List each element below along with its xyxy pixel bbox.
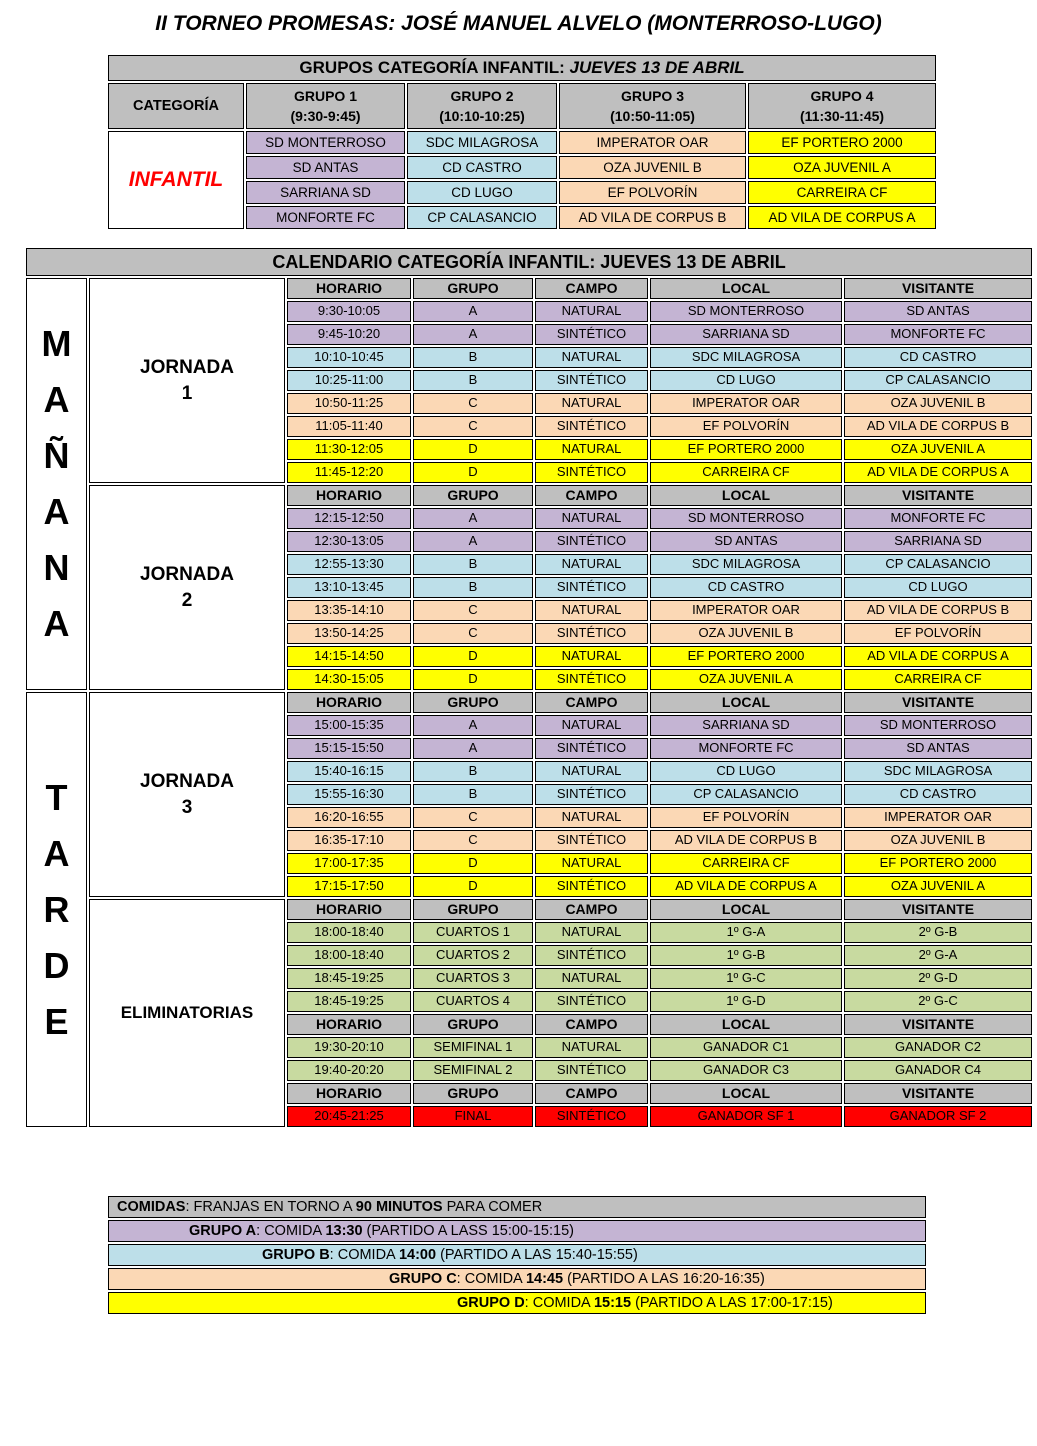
page — [0, 12, 1037, 1316]
away-team-cell: SD ANTAS — [844, 738, 1032, 759]
away-team-cell: 2º G-C — [844, 991, 1032, 1012]
away-team-cell: OZA JUVENIL B — [844, 393, 1032, 414]
column-header: HORARIO — [287, 899, 411, 920]
meal-note-segment: : COMIDA — [256, 1222, 326, 1239]
team-cell: EF POLVORÍN — [559, 181, 746, 204]
column-header: GRUPO — [413, 485, 533, 506]
away-team-cell: CD CASTRO — [844, 784, 1032, 805]
period-letter: N — [43, 547, 70, 588]
home-team-cell: CD LUGO — [650, 370, 842, 391]
away-team-cell: MONFORTE FC — [844, 324, 1032, 345]
time-cell: 16:20-16:55 — [287, 807, 411, 828]
meal-note-bold-segment: GRUPO A — [189, 1222, 257, 1239]
home-team-cell: CD CASTRO — [650, 577, 842, 598]
meal-note-bold-segment: 14:00 — [398, 1246, 437, 1263]
group-cell: SEMIFINAL 1 — [413, 1037, 533, 1058]
time-cell: 11:30-12:05 — [287, 439, 411, 460]
column-header: HORARIO — [287, 485, 411, 506]
away-team-cell: 2º G-A — [844, 945, 1032, 966]
field-cell: SINTÉTICO — [535, 1106, 648, 1127]
home-team-cell: CP CALASANCIO — [650, 784, 842, 805]
calendar-title-row — [26, 248, 1032, 276]
column-header: LOCAL — [650, 485, 842, 506]
field-cell: NATURAL — [535, 646, 648, 667]
home-team-cell: AD VILA DE CORPUS A — [650, 876, 842, 897]
column-header: CAMPO — [535, 1014, 648, 1035]
away-team-cell: AD VILA DE CORPUS A — [844, 646, 1032, 667]
field-cell: NATURAL — [535, 968, 648, 989]
section-label-number: 3 — [181, 796, 193, 818]
field-cell: NATURAL — [535, 715, 648, 736]
column-header: HORARIO — [287, 1014, 411, 1035]
column-header: LOCAL — [650, 692, 842, 713]
period-letter: A — [43, 491, 70, 532]
time-cell: 13:10-13:45 — [287, 577, 411, 598]
time-cell: 18:45-19:25 — [287, 991, 411, 1012]
home-team-cell: IMPERATOR OAR — [650, 393, 842, 414]
time-cell: 20:45-21:25 — [287, 1106, 411, 1127]
group-cell: A — [413, 738, 533, 759]
category-value: INFANTIL — [108, 131, 244, 229]
time-cell: 10:50-11:25 — [287, 393, 411, 414]
team-cell: CD LUGO — [407, 181, 557, 204]
group-cell: CUARTOS 2 — [413, 945, 533, 966]
time-cell: 13:35-14:10 — [287, 600, 411, 621]
page-title: II TORNEO PROMESAS: JOSÉ MANUEL ALVELO (MONTERROSO-LUGO) — [155, 12, 882, 35]
field-cell: NATURAL — [535, 922, 648, 943]
group-3-header — [559, 83, 746, 129]
time-cell: 18:00-18:40 — [287, 945, 411, 966]
section-label — [89, 485, 285, 690]
group-2-header — [407, 83, 557, 129]
group-cell: C — [413, 623, 533, 644]
time-cell: 19:40-20:20 — [287, 1060, 411, 1081]
meal-note — [108, 1268, 926, 1290]
group-1-time: (9:30-9:45) — [290, 108, 361, 124]
team-cell: CD CASTRO — [407, 156, 557, 179]
meal-note-segment: (PARTIDO A LAS 15:40-15:55) — [436, 1246, 638, 1263]
field-cell: NATURAL — [535, 807, 648, 828]
period-vertical-text — [27, 279, 86, 689]
period-label-mañana — [26, 278, 87, 690]
period-letter: Ñ — [43, 435, 70, 476]
group-cell: CUARTOS 4 — [413, 991, 533, 1012]
meal-row — [108, 1196, 926, 1218]
column-header: LOCAL — [650, 899, 842, 920]
column-header: GRUPO — [413, 278, 533, 299]
column-header: GRUPO — [413, 692, 533, 713]
groups-table — [106, 53, 938, 231]
period-letter: A — [43, 379, 70, 420]
group-cell: C — [413, 393, 533, 414]
home-team-cell: MONFORTE FC — [650, 738, 842, 759]
groups-table-title — [108, 55, 936, 81]
meal-note-segment: : FRANJAS EN TORNO A — [185, 1198, 356, 1215]
away-team-cell: IMPERATOR OAR — [844, 807, 1032, 828]
field-cell: SINTÉTICO — [535, 945, 648, 966]
field-cell: NATURAL — [535, 508, 648, 529]
meals-body — [108, 1196, 926, 1314]
category-column-header: CATEGORÍA — [108, 83, 244, 129]
away-team-cell: AD VILA DE CORPUS B — [844, 600, 1032, 621]
group-1-name: GRUPO 1 — [293, 87, 357, 104]
field-cell: NATURAL — [535, 600, 648, 621]
time-cell: 12:15-12:50 — [287, 508, 411, 529]
away-team-cell: SDC MILAGROSA — [844, 761, 1032, 782]
group-cell: B — [413, 554, 533, 575]
away-team-cell: MONFORTE FC — [844, 508, 1032, 529]
column-header: VISITANTE — [844, 1014, 1032, 1035]
group-cell: B — [413, 761, 533, 782]
away-team-cell: OZA JUVENIL A — [844, 439, 1032, 460]
away-team-cell: SD ANTAS — [844, 301, 1032, 322]
field-cell: SINTÉTICO — [535, 876, 648, 897]
column-header: CAMPO — [535, 485, 648, 506]
meal-note-bold-segment: 13:30 — [325, 1222, 363, 1239]
field-cell: SINTÉTICO — [535, 577, 648, 598]
column-header: VISITANTE — [844, 899, 1032, 920]
meal-row — [108, 1268, 926, 1290]
group-cell: D — [413, 462, 533, 483]
time-cell: 11:45-12:20 — [287, 462, 411, 483]
group-cell: CUARTOS 1 — [413, 922, 533, 943]
meal-note — [108, 1196, 926, 1218]
meals-table — [106, 1194, 928, 1316]
field-cell: SINTÉTICO — [535, 324, 648, 345]
calendar-header-row — [26, 278, 1032, 299]
home-team-cell: 1º G-B — [650, 945, 842, 966]
away-team-cell: CP CALASANCIO — [844, 554, 1032, 575]
away-team-cell: CARREIRA CF — [844, 669, 1032, 690]
period-label-tarde — [26, 692, 87, 1127]
column-header: VISITANTE — [844, 692, 1032, 713]
group-cell: D — [413, 439, 533, 460]
home-team-cell: CARREIRA CF — [650, 462, 842, 483]
field-cell: NATURAL — [535, 347, 648, 368]
time-cell: 10:10-10:45 — [287, 347, 411, 368]
calendar-body — [26, 248, 1032, 1127]
home-team-cell: CD LUGO — [650, 761, 842, 782]
group-1-header — [246, 83, 405, 129]
meal-note-bold-segment: 15:15 — [593, 1294, 632, 1311]
meal-note-segment: (PARTIDO A LAS 16:20-16:35) — [563, 1270, 765, 1287]
away-team-cell: 2º G-D — [844, 968, 1032, 989]
meal-note-bold-segment: COMIDAS — [117, 1198, 186, 1215]
field-cell: SINTÉTICO — [535, 784, 648, 805]
column-header: GRUPO — [413, 1083, 533, 1104]
field-cell: SINTÉTICO — [535, 738, 648, 759]
team-cell: SD MONTERROSO — [246, 131, 405, 154]
home-team-cell: SDC MILAGROSA — [650, 347, 842, 368]
away-team-cell: SARRIANA SD — [844, 531, 1032, 552]
period-letter: T — [45, 776, 68, 818]
meal-note-bold-segment: GRUPO D — [457, 1294, 525, 1311]
time-cell: 17:15-17:50 — [287, 876, 411, 897]
away-team-cell: GANADOR SF 2 — [844, 1106, 1032, 1127]
section-label-text: JORNADA — [140, 770, 234, 792]
meal-row — [108, 1292, 926, 1314]
home-team-cell: GANADOR SF 1 — [650, 1106, 842, 1127]
period-vertical-text — [27, 693, 86, 1126]
group-cell: A — [413, 531, 533, 552]
home-team-cell: 1º G-A — [650, 922, 842, 943]
time-cell: 15:15-15:50 — [287, 738, 411, 759]
section-label — [89, 692, 285, 897]
meal-row — [108, 1220, 926, 1242]
period-letter: A — [43, 603, 70, 644]
column-header: GRUPO — [413, 1014, 533, 1035]
meal-note-segment: (PARTIDO A LAS 17:00-17:15) — [631, 1294, 833, 1311]
section-label — [89, 278, 285, 483]
time-cell: 13:50-14:25 — [287, 623, 411, 644]
field-cell: NATURAL — [535, 554, 648, 575]
section-label-number: 2 — [181, 589, 193, 611]
away-team-cell: CD LUGO — [844, 577, 1032, 598]
group-cell: C — [413, 830, 533, 851]
field-cell: NATURAL — [535, 301, 648, 322]
meal-note — [108, 1292, 926, 1314]
home-team-cell: AD VILA DE CORPUS B — [650, 830, 842, 851]
group-3-name: GRUPO 3 — [620, 87, 684, 104]
home-team-cell: SARRIANA SD — [650, 324, 842, 345]
group-cell: A — [413, 324, 533, 345]
away-team-cell: AD VILA DE CORPUS A — [844, 462, 1032, 483]
column-header: HORARIO — [287, 692, 411, 713]
team-cell: CARREIRA CF — [748, 181, 936, 204]
group-cell: D — [413, 646, 533, 667]
meal-note-bold-segment: GRUPO C — [389, 1270, 457, 1287]
team-cell: CP CALASANCIO — [407, 206, 557, 229]
column-header: LOCAL — [650, 1083, 842, 1104]
time-cell: 15:00-15:35 — [287, 715, 411, 736]
group-2-name: GRUPO 2 — [450, 87, 514, 104]
away-team-cell: OZA JUVENIL B — [844, 830, 1032, 851]
field-cell: SINTÉTICO — [535, 462, 648, 483]
meal-note-segment: PARA COMER — [442, 1198, 543, 1215]
away-team-cell: CD CASTRO — [844, 347, 1032, 368]
meal-note — [108, 1244, 926, 1266]
field-cell: SINTÉTICO — [535, 669, 648, 690]
home-team-cell: EF POLVORÍN — [650, 416, 842, 437]
column-header: HORARIO — [287, 278, 411, 299]
group-cell: SEMIFINAL 2 — [413, 1060, 533, 1081]
time-cell: 17:00-17:35 — [287, 853, 411, 874]
meal-note-segment: : COMIDA — [524, 1294, 594, 1311]
home-team-cell: SD MONTERROSO — [650, 301, 842, 322]
meal-note-bold-segment: 14:45 — [525, 1270, 564, 1287]
period-letter: M — [41, 323, 72, 364]
team-cell: EF PORTERO 2000 — [748, 131, 936, 154]
field-cell: SINTÉTICO — [535, 830, 648, 851]
time-cell: 12:30-13:05 — [287, 531, 411, 552]
time-cell: 15:55-16:30 — [287, 784, 411, 805]
groups-table-title-text: GRUPOS CATEGORÍA INFANTIL: — [299, 58, 570, 78]
column-header: CAMPO — [535, 899, 648, 920]
group-cell: C — [413, 416, 533, 437]
calendar-title: CALENDARIO CATEGORÍA INFANTIL: JUEVES 13 DE ABRIL — [26, 248, 1032, 276]
away-team-cell: CP CALASANCIO — [844, 370, 1032, 391]
group-cell: A — [413, 508, 533, 529]
meal-note-segment: : COMIDA — [456, 1270, 526, 1287]
column-header: VISITANTE — [844, 278, 1032, 299]
group-2-time: (10:10-10:25) — [439, 108, 525, 124]
home-team-cell: CARREIRA CF — [650, 853, 842, 874]
period-letter: A — [43, 832, 70, 874]
home-team-cell: OZA JUVENIL A — [650, 669, 842, 690]
home-team-cell: EF PORTERO 2000 — [650, 646, 842, 667]
time-cell: 14:15-14:50 — [287, 646, 411, 667]
section-label-text: ELIMINATORIAS — [120, 1002, 254, 1022]
group-cell: C — [413, 807, 533, 828]
time-cell: 10:25-11:00 — [287, 370, 411, 391]
meal-note-segment: (PARTIDO A LASS 15:00-15:15) — [362, 1222, 574, 1239]
home-team-cell: SDC MILAGROSA — [650, 554, 842, 575]
field-cell: SINTÉTICO — [535, 370, 648, 391]
meal-row — [108, 1244, 926, 1266]
away-team-cell: GANADOR C4 — [844, 1060, 1032, 1081]
away-team-cell: GANADOR C2 — [844, 1037, 1032, 1058]
team-cell: AD VILA DE CORPUS B — [559, 206, 746, 229]
teams-row — [108, 131, 936, 154]
column-header: VISITANTE — [844, 485, 1032, 506]
section-label-text: JORNADA — [140, 356, 234, 378]
time-cell: 18:00-18:40 — [287, 922, 411, 943]
home-team-cell: OZA JUVENIL B — [650, 623, 842, 644]
team-cell: AD VILA DE CORPUS A — [748, 206, 936, 229]
time-cell: 16:35-17:10 — [287, 830, 411, 851]
group-cell: A — [413, 301, 533, 322]
field-cell: SINTÉTICO — [535, 991, 648, 1012]
group-4-header — [748, 83, 936, 129]
section-label — [89, 899, 285, 1127]
away-team-cell: SD MONTERROSO — [844, 715, 1032, 736]
group-cell: A — [413, 715, 533, 736]
group-4-name: GRUPO 4 — [810, 87, 874, 104]
column-header: VISITANTE — [844, 1083, 1032, 1104]
calendar-header-row — [26, 692, 1032, 713]
away-team-cell: EF PORTERO 2000 — [844, 853, 1032, 874]
time-cell: 14:30-15:05 — [287, 669, 411, 690]
home-team-cell: SD ANTAS — [650, 531, 842, 552]
group-4-time: (11:30-11:45) — [800, 108, 885, 124]
field-cell: SINTÉTICO — [535, 1060, 648, 1081]
home-team-cell: SARRIANA SD — [650, 715, 842, 736]
group-cell: D — [413, 669, 533, 690]
field-cell: NATURAL — [535, 393, 648, 414]
away-team-cell: OZA JUVENIL A — [844, 876, 1032, 897]
time-cell: 18:45-19:25 — [287, 968, 411, 989]
column-header: CAMPO — [535, 1083, 648, 1104]
away-team-cell: EF POLVORÍN — [844, 623, 1032, 644]
group-cell: D — [413, 876, 533, 897]
meal-note-bold-segment: 90 MINUTOS — [355, 1198, 443, 1215]
away-team-cell: 2º G-B — [844, 922, 1032, 943]
home-team-cell: EF POLVORÍN — [650, 807, 842, 828]
column-header: CAMPO — [535, 692, 648, 713]
time-cell: 12:55-13:30 — [287, 554, 411, 575]
groups-table-title-date: JUEVES 13 DE ABRIL — [569, 58, 745, 78]
meal-note-segment: : COMIDA — [329, 1246, 399, 1263]
group-cell: B — [413, 370, 533, 391]
column-header: LOCAL — [650, 278, 842, 299]
calendar-header-row — [26, 899, 1032, 920]
period-letter: R — [43, 888, 70, 930]
home-team-cell: SD MONTERROSO — [650, 508, 842, 529]
time-cell: 11:05-11:40 — [287, 416, 411, 437]
team-cell: IMPERATOR OAR — [559, 131, 746, 154]
home-team-cell: 1º G-C — [650, 968, 842, 989]
field-cell: NATURAL — [535, 853, 648, 874]
time-cell: 19:30-20:10 — [287, 1037, 411, 1058]
field-cell: NATURAL — [535, 1037, 648, 1058]
home-team-cell: 1º G-D — [650, 991, 842, 1012]
home-team-cell: EF PORTERO 2000 — [650, 439, 842, 460]
meal-note-bold-segment: GRUPO B — [262, 1246, 330, 1263]
section-label-text: JORNADA — [140, 563, 234, 585]
period-letter: E — [44, 1000, 69, 1042]
group-cell: CUARTOS 3 — [413, 968, 533, 989]
group-cell: B — [413, 347, 533, 368]
field-cell: SINTÉTICO — [535, 416, 648, 437]
time-cell: 15:40-16:15 — [287, 761, 411, 782]
field-cell: SINTÉTICO — [535, 531, 648, 552]
team-cell: OZA JUVENIL A — [748, 156, 936, 179]
meal-note — [108, 1220, 926, 1242]
group-cell: B — [413, 784, 533, 805]
group-cell: B — [413, 577, 533, 598]
home-team-cell: GANADOR C1 — [650, 1037, 842, 1058]
time-cell: 9:45-10:20 — [287, 324, 411, 345]
team-cell: SDC MILAGROSA — [407, 131, 557, 154]
time-cell: 9:30-10:05 — [287, 301, 411, 322]
team-cell: SARRIANA SD — [246, 181, 405, 204]
group-cell: D — [413, 853, 533, 874]
away-team-cell: AD VILA DE CORPUS B — [844, 416, 1032, 437]
section-label-number: 1 — [181, 382, 193, 404]
column-header: GRUPO — [413, 899, 533, 920]
column-header: HORARIO — [287, 1083, 411, 1104]
group-cell: FINAL — [413, 1106, 533, 1127]
field-cell: NATURAL — [535, 761, 648, 782]
team-cell: OZA JUVENIL B — [559, 156, 746, 179]
calendar-header-row — [26, 485, 1032, 506]
home-team-cell: GANADOR C3 — [650, 1060, 842, 1081]
period-letter: D — [43, 944, 70, 986]
team-cell: MONFORTE FC — [246, 206, 405, 229]
home-team-cell: IMPERATOR OAR — [650, 600, 842, 621]
column-header: CAMPO — [535, 278, 648, 299]
field-cell: NATURAL — [535, 439, 648, 460]
group-cell: C — [413, 600, 533, 621]
column-header: LOCAL — [650, 1014, 842, 1035]
team-cell: SD ANTAS — [246, 156, 405, 179]
calendar-table — [24, 246, 1034, 1129]
field-cell: SINTÉTICO — [535, 623, 648, 644]
group-3-time: (10:50-11:05) — [610, 108, 695, 124]
